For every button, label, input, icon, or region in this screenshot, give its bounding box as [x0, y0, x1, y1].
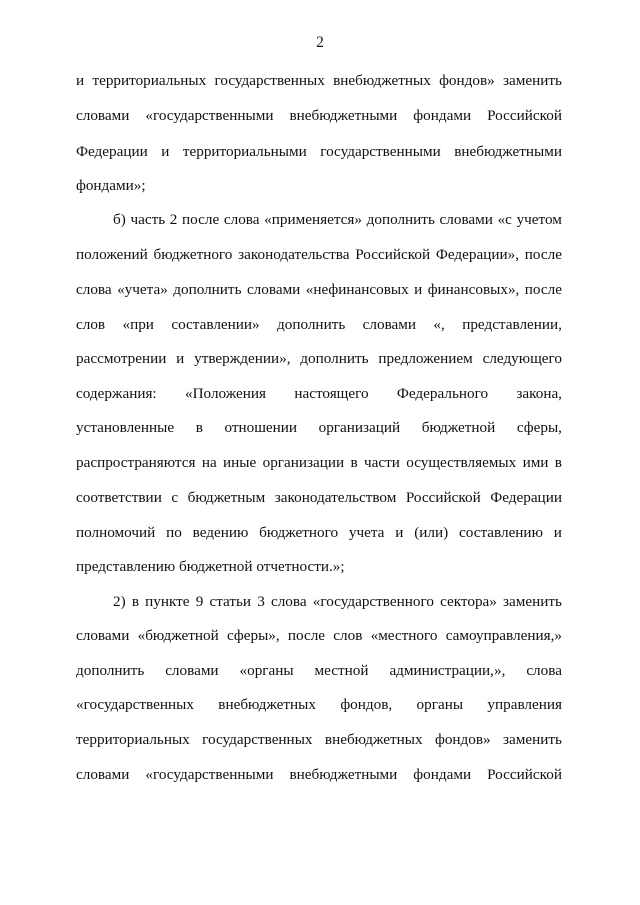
- word: сферы»,: [226, 627, 280, 644]
- word: «Положения: [184, 385, 267, 402]
- word: дополнить: [366, 211, 435, 228]
- word: территориальными: [182, 143, 307, 160]
- page-number: 2: [316, 34, 324, 51]
- word: органы: [416, 696, 464, 713]
- word: слова: [76, 281, 112, 298]
- word: ведению: [192, 524, 249, 541]
- word: установленные: [76, 419, 175, 436]
- word: утверждении»,: [194, 350, 291, 367]
- word: после: [524, 281, 562, 298]
- word: статьи: [209, 593, 252, 610]
- word: внебюджетных: [218, 696, 316, 713]
- text-line: [76, 662, 562, 680]
- word: внебюджетными: [289, 766, 398, 783]
- word: внебюджетными: [454, 143, 562, 160]
- word: «,: [433, 316, 445, 333]
- word: «применяется»: [264, 211, 362, 228]
- word: заменить: [503, 72, 562, 89]
- word: учета: [348, 524, 385, 541]
- word: бюджетным: [187, 489, 266, 506]
- word: сектора»: [440, 593, 497, 610]
- word: организаций: [318, 419, 401, 436]
- text-line: [76, 143, 562, 161]
- word: бюджетного: [259, 524, 339, 541]
- word: закона,: [516, 385, 562, 402]
- word: и: [176, 350, 185, 367]
- word: слова: [223, 211, 260, 228]
- word: следующего: [482, 350, 562, 367]
- word: «при: [122, 316, 154, 333]
- word: «органы: [239, 662, 294, 679]
- word: «нефинансовых: [305, 281, 409, 298]
- word: «государственных: [76, 696, 194, 713]
- text-line: [76, 385, 562, 403]
- text-line: [76, 281, 562, 299]
- text-line: [76, 696, 562, 714]
- word: территориальных: [92, 72, 207, 89]
- word: заменить: [503, 731, 562, 748]
- text-line: [113, 593, 562, 611]
- word: слова: [526, 662, 562, 679]
- word: 2: [169, 211, 178, 228]
- word: словами: [76, 627, 130, 644]
- text-line: [76, 627, 562, 645]
- word: учетом: [516, 211, 562, 228]
- word: на: [201, 454, 217, 471]
- word: в: [131, 593, 139, 610]
- word: настоящего: [294, 385, 369, 402]
- text-line: [76, 524, 562, 542]
- word: государственными: [320, 143, 441, 160]
- word: Федерального: [396, 385, 489, 402]
- word: содержания:: [76, 385, 157, 402]
- word: финансовых»,: [427, 281, 520, 298]
- word: (или): [414, 524, 449, 541]
- word: после: [524, 246, 562, 263]
- word: государственных: [202, 731, 313, 748]
- word: составлению: [459, 524, 543, 541]
- word: «бюджетной: [137, 627, 219, 644]
- word: пункте: [145, 593, 190, 610]
- word: словами: [76, 107, 130, 124]
- word: 2): [113, 593, 126, 610]
- word: «государственными: [145, 766, 274, 783]
- word: «государственного: [312, 593, 434, 610]
- word: и: [395, 524, 404, 541]
- word: Федерации: [76, 143, 148, 160]
- word: после: [287, 627, 326, 644]
- word: в: [554, 454, 562, 471]
- word: дополнить: [76, 662, 145, 679]
- word: самоуправления,»: [445, 627, 562, 644]
- word: внебюджетными: [289, 107, 398, 124]
- word: 3: [257, 593, 265, 610]
- word: Российской: [405, 489, 481, 506]
- word: 9: [195, 593, 204, 610]
- text-line: [76, 316, 562, 334]
- word: соответствии: [76, 489, 162, 506]
- word: Российской: [487, 107, 562, 124]
- text-line: [76, 107, 562, 125]
- word: представлении,: [462, 316, 562, 333]
- word: бюджетной: [421, 419, 496, 436]
- word: осуществляемых: [406, 454, 517, 471]
- word: иные: [223, 454, 257, 471]
- word: внебюджетных: [333, 72, 431, 89]
- word: Российской: [487, 766, 562, 783]
- word: рассмотрении: [76, 350, 167, 367]
- word: администрации,»,: [389, 662, 506, 679]
- text-line: [76, 766, 562, 784]
- word: словами: [439, 211, 493, 228]
- text-line: [76, 489, 562, 507]
- text-line: [76, 246, 562, 264]
- word: Федерации»,: [435, 246, 519, 263]
- word: дополнить: [173, 281, 242, 298]
- word: словами: [76, 766, 130, 783]
- word: составлении»: [171, 316, 260, 333]
- word: ими: [522, 454, 549, 471]
- text-line: [76, 731, 562, 749]
- word: в: [350, 454, 358, 471]
- word: с: [171, 489, 179, 506]
- word: фондами: [413, 766, 472, 783]
- word: законодательством: [274, 489, 397, 506]
- word: слова: [270, 593, 307, 610]
- word: внебюджетных: [324, 731, 423, 748]
- word: фондов»: [434, 731, 491, 748]
- word: часть: [130, 211, 166, 228]
- word: слов: [76, 316, 106, 333]
- word: законодательства: [238, 246, 350, 263]
- word: управления: [487, 696, 562, 713]
- text-line: фондами»;: [76, 177, 146, 194]
- word: предложением: [378, 350, 473, 367]
- word: дополнить: [300, 350, 369, 367]
- word: заменить: [503, 593, 562, 610]
- word: и: [76, 72, 85, 89]
- word: словами: [362, 316, 417, 333]
- word: словами: [246, 281, 301, 298]
- word: бюджетного: [153, 246, 233, 263]
- word: фондов»: [439, 72, 495, 89]
- word: слов: [333, 627, 363, 644]
- word: и: [414, 281, 423, 298]
- word: отношении: [224, 419, 298, 436]
- word: территориальных: [76, 731, 190, 748]
- word: «государственными: [145, 107, 274, 124]
- word: и: [161, 143, 170, 160]
- word: распространяются: [76, 454, 196, 471]
- word: после: [182, 211, 220, 228]
- word: и: [553, 524, 562, 541]
- text-line: [76, 419, 562, 437]
- word: б): [113, 211, 126, 228]
- word: «учета»: [117, 281, 168, 298]
- word: «местного: [370, 627, 438, 644]
- word: Федерации: [490, 489, 562, 506]
- word: части: [364, 454, 400, 471]
- word: полномочий: [76, 524, 156, 541]
- text-line: [113, 211, 562, 229]
- word: фондами: [413, 107, 472, 124]
- word: сферы,: [516, 419, 562, 436]
- word: положений: [76, 246, 148, 263]
- word: по: [166, 524, 182, 541]
- word: государственных: [214, 72, 325, 89]
- word: «с: [497, 211, 512, 228]
- text-line: [76, 72, 562, 90]
- word: местной: [314, 662, 369, 679]
- word: фондов,: [340, 696, 393, 713]
- word: организации: [262, 454, 345, 471]
- word: Российской: [355, 246, 431, 263]
- word: словами: [165, 662, 219, 679]
- word: в: [195, 419, 203, 436]
- text-line: [76, 454, 562, 472]
- text-line: [76, 350, 562, 368]
- text-line: представлению бюджетной отчетности.»;: [76, 558, 345, 575]
- word: дополнить: [277, 316, 346, 333]
